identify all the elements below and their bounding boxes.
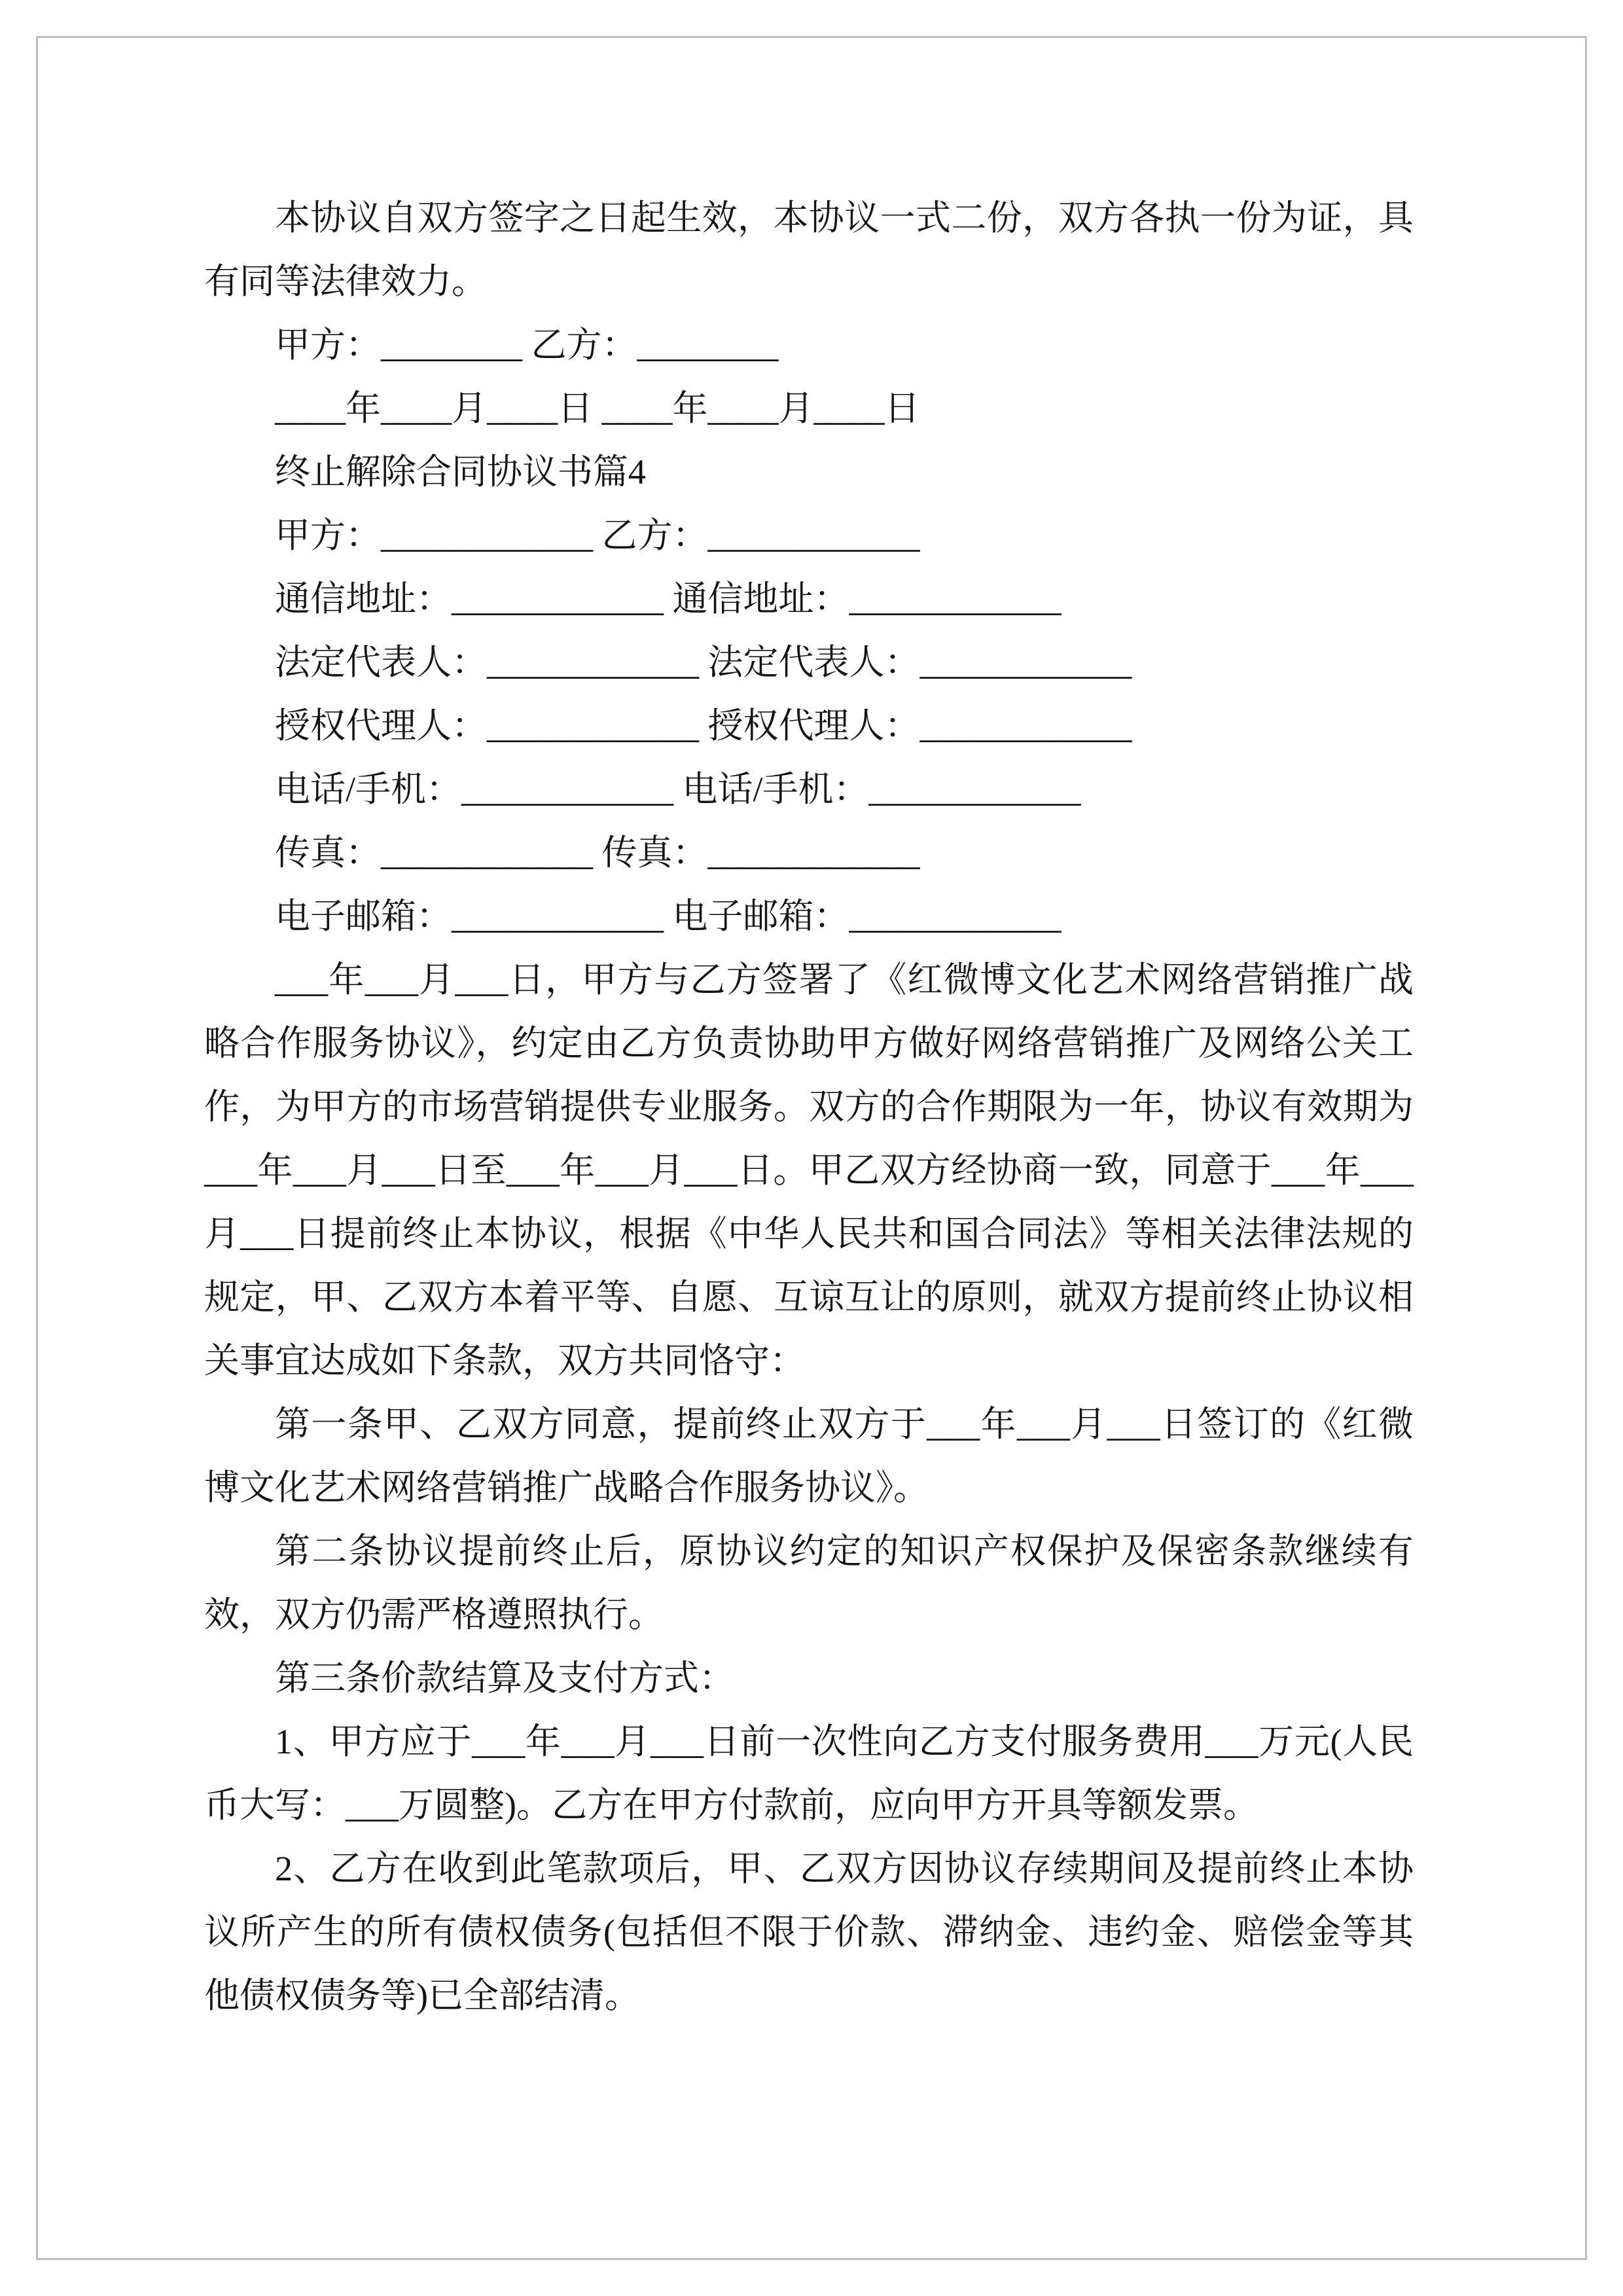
party-signature-line: 甲方：________ 乙方：________: [275, 325, 779, 365]
document-content: [204, 187, 1414, 2028]
clause-2-paragraph: 第二条协议提前终止后，原协议约定的知识产权保护及保密条款继续有效，双方仍需严格遵照执行。: [204, 1532, 1414, 1634]
fax-row: 传真：____________ 传真：____________: [275, 833, 920, 872]
phone-row: 电话/手机：____________ 电话/手机：____________: [275, 770, 1081, 809]
authorized-agent-row: 授权代理人：____________ 授权代理人：____________: [275, 706, 1132, 745]
intro-paragraph: 本协议自双方签字之日起生效，本协议一式二份，双方各执一份为证，具有同等法律效力。: [204, 198, 1414, 301]
mailing-address-row: 通信地址：____________ 通信地址：____________: [275, 579, 1061, 619]
date-signature-line: ____年____月____日 ____年____月____日: [275, 389, 920, 428]
clause-3-heading: 第三条价款结算及支付方式：: [275, 1659, 734, 1698]
legal-representative-row: 法定代表人：____________ 法定代表人：____________: [275, 643, 1132, 682]
background-paragraph: ___年___月___日，甲方与乙方签署了《红微博文化艺术网络营销推广战略合作服务协议》，约定由乙方负责协助甲方做好网络营销推广及网络公关工作，为甲方的市场营销提供专业服务。双方的合作期限为一年，协议有效期为___年___月___日至___年___月___日。甲乙双方经协商一致，同意于___年___月___日提前终止本协议，根据《中华人民共和国合同法》等相关法律法规的规定，甲、乙双方本着平等、自愿、互谅互让的原则，就双方提前终止协议相关事宜达成如下条款，双方共同恪守：: [204, 960, 1414, 1380]
email-row: 电子邮箱：____________ 电子邮箱：____________: [275, 897, 1061, 936]
party-name-row: 甲方：____________ 乙方：____________: [275, 516, 920, 555]
clause-3-item-1: 1、甲方应于___年___月___日前一次性向乙方支付服务费用___万元(人民币大写：___万圆整)。乙方在甲方付款前，应向甲方开具等额发票。: [204, 1722, 1414, 1825]
section-heading: 终止解除合同协议书篇4: [275, 452, 646, 492]
clause-3-item-2: 2、乙方在收到此笔款项后，甲、乙双方因协议存续期间及提前终止本协议所产生的所有债权债务(包括但不限于价款、滞纳金、违约金、赔偿金等其他债权债务等)已全部结清。: [204, 1849, 1414, 2015]
clause-1-paragraph: 第一条甲、乙双方同意，提前终止双方于___年___月___日签订的《红微博文化艺术网络营销推广战略合作服务协议》。: [204, 1405, 1414, 1507]
